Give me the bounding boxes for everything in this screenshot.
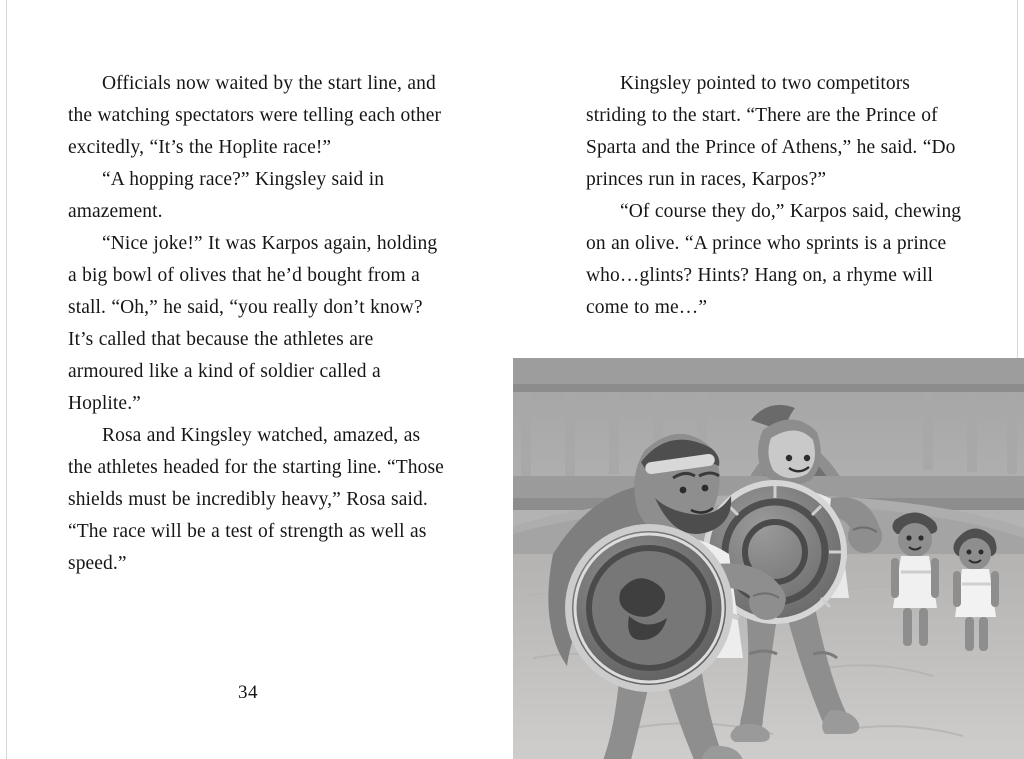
paragraph: “A hopping race?” Kingsley said in amazement. xyxy=(68,169,385,222)
paragraph: Rosa and Kingsley watched, amazed, as the athletes headed for the starting line. “Those shields must be incredibly heavy,” Rosa said. “The race will be a test of strength as well as speed.” xyxy=(68,425,444,574)
chapter-illustration xyxy=(513,358,1024,759)
paragraph: Officials now waited by the start line, and the watching spectators were telling each other excitedly, “It’s the Hoplite race!” xyxy=(68,73,442,158)
paragraph: “Nice joke!” It was Karpos again, holding a big bowl of olives that he’d bought from a stall. “Oh,” he said, “you really don’t know? It’s called that because the athletes are armoured like a kind of soldier called a Hoplite.” xyxy=(68,233,438,414)
left-page-text-column xyxy=(68,68,444,580)
paragraph: Kingsley pointed to two competitors striding to the start. “There are the Prince of Sparta and the Prince of Athens,” he said. “Do princes run in races, Karpos?” xyxy=(586,73,956,190)
right-page-text-column xyxy=(586,68,962,324)
paragraph: “Of course they do,” Karpos said, chewing on an olive. “A prince who sprints is a prince who…glints? Hints? Hang on, a rhyme will come to me…” xyxy=(586,201,962,318)
page-number: 34 xyxy=(238,682,258,703)
